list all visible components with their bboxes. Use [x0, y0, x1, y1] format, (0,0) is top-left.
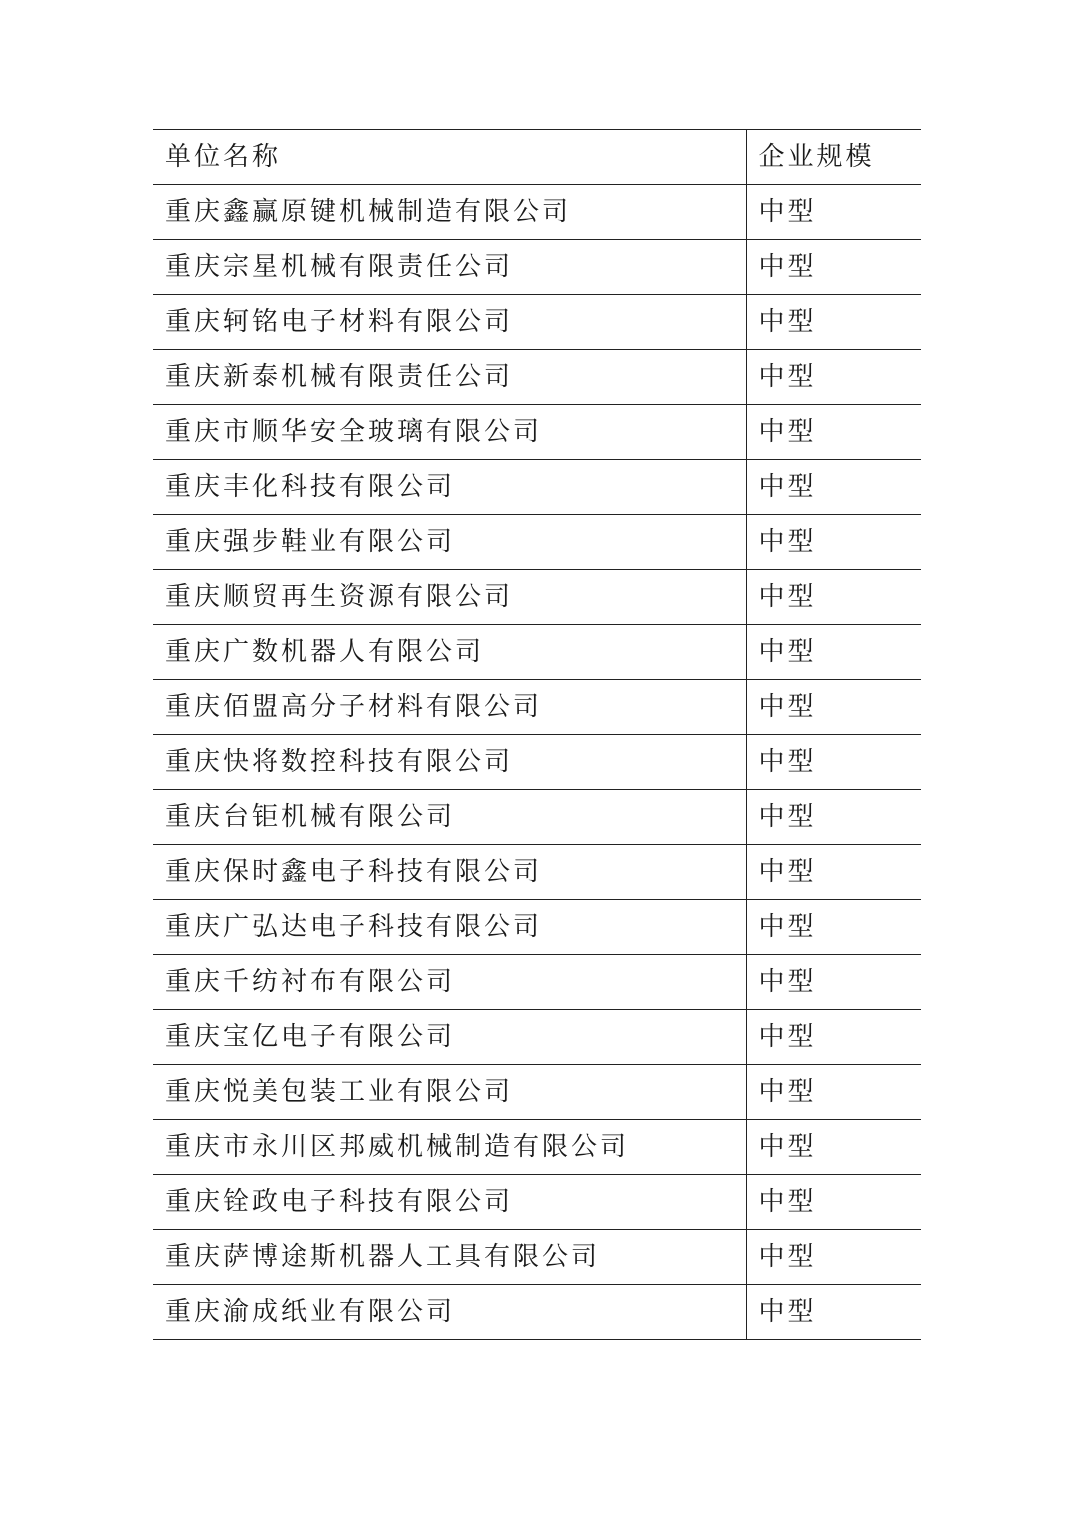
company-name-cell: 重庆顺贸再生资源有限公司 [153, 570, 746, 625]
enterprise-scale-cell: 中型 [746, 790, 921, 845]
company-name-cell: 重庆市顺华安全玻璃有限公司 [153, 405, 746, 460]
company-name-cell: 重庆丰化科技有限公司 [153, 460, 746, 515]
header-unit-name: 单位名称 [153, 130, 746, 185]
enterprise-scale-cell: 中型 [746, 845, 921, 900]
company-name-cell: 重庆渝成纸业有限公司 [153, 1285, 746, 1340]
company-name-cell: 重庆鑫赢原键机械制造有限公司 [153, 185, 746, 240]
table-header-row [153, 130, 921, 185]
table-row [153, 1175, 921, 1230]
enterprise-scale-cell: 中型 [746, 295, 921, 350]
company-scale-table [153, 129, 921, 1340]
enterprise-scale-cell: 中型 [746, 570, 921, 625]
enterprise-scale-cell: 中型 [746, 1065, 921, 1120]
table-row [153, 900, 921, 955]
header-enterprise-scale: 企业规模 [746, 130, 921, 185]
company-name-cell: 重庆千纺衬布有限公司 [153, 955, 746, 1010]
enterprise-scale-cell: 中型 [746, 460, 921, 515]
table-row [153, 1010, 921, 1065]
company-name-cell: 重庆快将数控科技有限公司 [153, 735, 746, 790]
company-name-cell: 重庆广数机器人有限公司 [153, 625, 746, 680]
enterprise-scale-cell: 中型 [746, 1120, 921, 1175]
enterprise-scale-cell: 中型 [746, 185, 921, 240]
table-row [153, 185, 921, 240]
enterprise-scale-cell: 中型 [746, 240, 921, 295]
enterprise-scale-cell: 中型 [746, 1230, 921, 1285]
company-name-cell: 重庆强步鞋业有限公司 [153, 515, 746, 570]
enterprise-scale-cell: 中型 [746, 350, 921, 405]
table-row [153, 1285, 921, 1340]
table-row [153, 240, 921, 295]
table-row [153, 680, 921, 735]
table-row [153, 955, 921, 1010]
company-name-cell: 重庆佰盟高分子材料有限公司 [153, 680, 746, 735]
enterprise-scale-cell: 中型 [746, 900, 921, 955]
company-name-cell: 重庆市永川区邦威机械制造有限公司 [153, 1120, 746, 1175]
company-name-cell: 重庆宝亿电子有限公司 [153, 1010, 746, 1065]
table-row [153, 405, 921, 460]
table-row [153, 845, 921, 900]
table-row [153, 1120, 921, 1175]
enterprise-scale-cell: 中型 [746, 955, 921, 1010]
enterprise-scale-cell: 中型 [746, 405, 921, 460]
enterprise-scale-cell: 中型 [746, 680, 921, 735]
table-row [153, 515, 921, 570]
enterprise-scale-cell: 中型 [746, 1175, 921, 1230]
company-name-cell: 重庆保时鑫电子科技有限公司 [153, 845, 746, 900]
table-row [153, 790, 921, 845]
company-name-cell: 重庆新泰机械有限责任公司 [153, 350, 746, 405]
enterprise-scale-cell: 中型 [746, 515, 921, 570]
table-row [153, 460, 921, 515]
enterprise-scale-cell: 中型 [746, 625, 921, 680]
company-name-cell: 重庆轲铭电子材料有限公司 [153, 295, 746, 350]
table-row [153, 350, 921, 405]
company-name-cell: 重庆宗星机械有限责任公司 [153, 240, 746, 295]
company-name-cell: 重庆广弘达电子科技有限公司 [153, 900, 746, 955]
enterprise-scale-cell: 中型 [746, 735, 921, 790]
enterprise-scale-cell: 中型 [746, 1285, 921, 1340]
enterprise-scale-cell: 中型 [746, 1010, 921, 1065]
company-name-cell: 重庆萨博途斯机器人工具有限公司 [153, 1230, 746, 1285]
table-row [153, 1065, 921, 1120]
table-row [153, 1230, 921, 1285]
company-name-cell: 重庆铨政电子科技有限公司 [153, 1175, 746, 1230]
company-name-cell: 重庆台钜机械有限公司 [153, 790, 746, 845]
table-row [153, 735, 921, 790]
company-name-cell: 重庆悦美包装工业有限公司 [153, 1065, 746, 1120]
table-row [153, 570, 921, 625]
table-body [153, 130, 921, 1340]
table-row [153, 295, 921, 350]
table-row [153, 625, 921, 680]
